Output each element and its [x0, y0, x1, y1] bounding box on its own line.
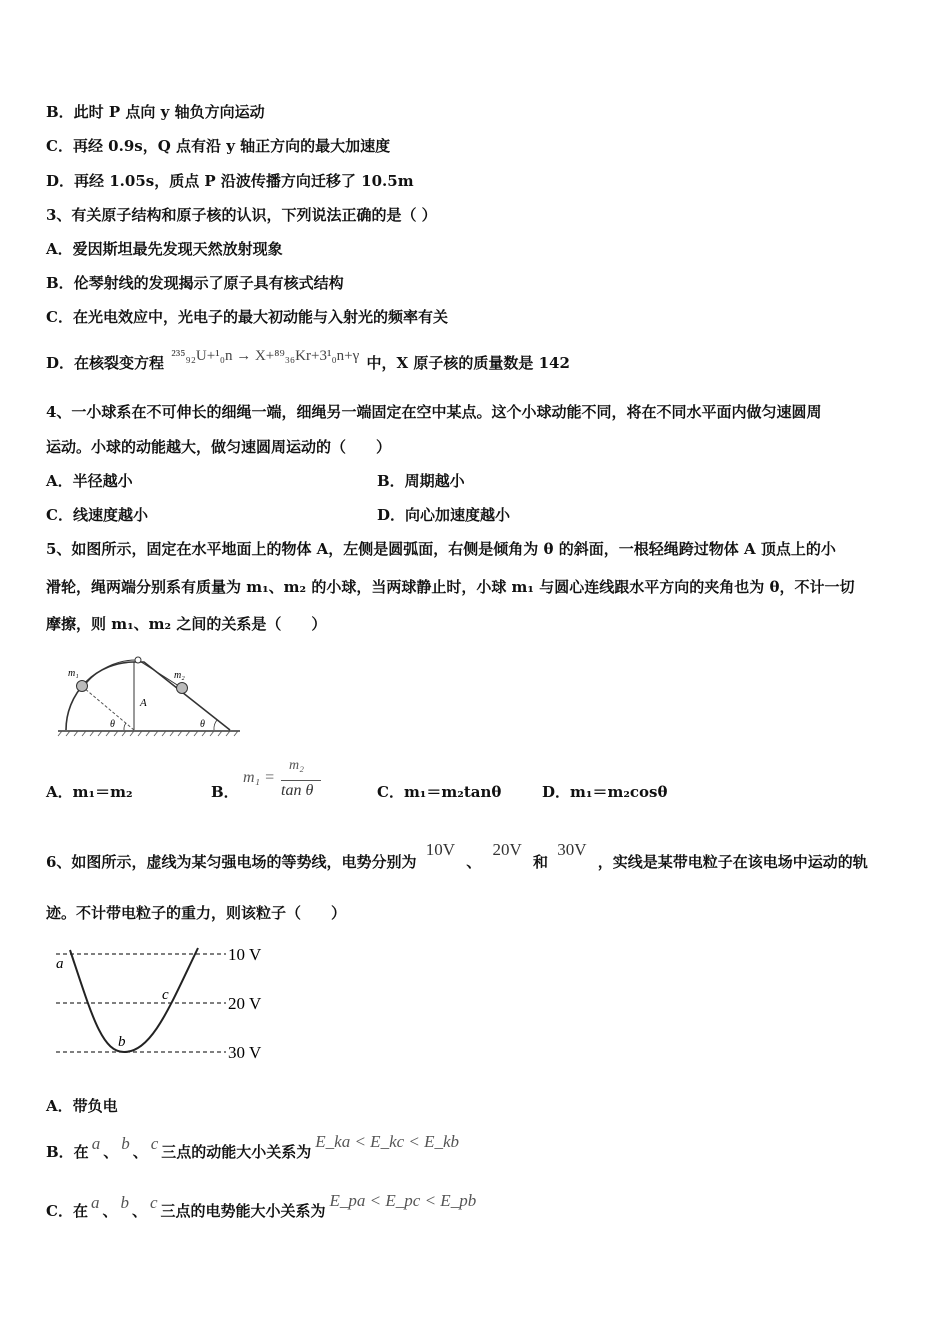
formula-denominator: tan θ [281, 782, 314, 799]
angle-arc-right [214, 720, 217, 730]
q6-option-a: A．带负电 [46, 1097, 118, 1115]
label-m2: m₂ [174, 670, 185, 681]
q4-stem-line1: 4、一小球系在不可伸长的细绳一端，细绳另一端固定在空中某点。这个小球动能不同，将在不同水平面内做匀速圆周 [46, 403, 822, 421]
potential-30v: 30V [557, 840, 587, 859]
radius-line [84, 688, 134, 730]
body-a-outline [66, 662, 230, 730]
q5-stem-line3: 摩擦，则 m₁、m₂ 之间的关系是（ ） [46, 615, 327, 633]
q4-option-a: A．半径越小 [46, 472, 133, 490]
q6-figure [52, 936, 282, 1068]
ball-m1 [77, 681, 88, 692]
q5-figure [54, 650, 244, 740]
ball-m2 [177, 683, 188, 694]
q2-option-c: C．再经 0.9s，Q 点有沿 y 轴正方向的最大加速度 [46, 137, 391, 155]
q4-option-d: D．向心加速度越小 [377, 506, 511, 524]
label-20v: 20 V [228, 994, 262, 1013]
angle-arc-left [124, 723, 126, 730]
q2-option-b: B．此时 P 点向 y 轴负方向运动 [46, 103, 265, 121]
formula-numerator: m₂ [289, 758, 304, 773]
q5-stem-line1: 5、如图所示，固定在水平地面上的物体 A，左侧是圆弧面，右侧是倾角为 θ 的斜面，一根轻绳跨过物体 A 顶点上的小 [46, 540, 836, 558]
q4-stem-line2: 运动。小球的动能越大，做匀速圆周运动的（ ） [46, 438, 392, 456]
q4-option-c: C．线速度越小 [46, 506, 148, 524]
q6-stem-line1: 6、如图所示，虚线为某匀强电场的等势线，电势分别为 10V 、 20V 和 30V ，实线是某带电粒子在该电场中运动的轨 [46, 840, 868, 871]
label-m1: m₁ [68, 668, 79, 679]
label-theta-right: θ [200, 719, 205, 730]
label-theta-left: θ [110, 719, 115, 730]
point-c-label: c [162, 987, 169, 1003]
q6-stem-line2: 迹。不计带电粒子的重力，则该粒子（ ） [46, 904, 347, 922]
pulley [135, 657, 141, 663]
label-30v: 30 V [228, 1043, 262, 1062]
rope [84, 660, 182, 688]
kinetic-energy-relation: E_ka < E_kc < E_kb [315, 1132, 460, 1151]
q3-option-a: A．爱因斯坦最先发现天然放射现象 [46, 240, 283, 258]
potential-energy-relation: E_pa < E_pc < E_pb [329, 1191, 477, 1210]
point-a-label: a [56, 956, 64, 972]
q3-option-d-prefix: D．在核裂变方程 [46, 354, 165, 372]
potential-10v: 10V [425, 840, 455, 859]
label-10v: 10 V [228, 945, 262, 964]
q4-option-b: B．周期越小 [377, 472, 465, 490]
q3-option-b: B．伦琴射线的发现揭示了原子具有核式结构 [46, 274, 344, 292]
trajectory [70, 948, 198, 1052]
equipotential-lines [56, 954, 226, 1052]
q6-option-b: B．在 a 、 b 、 c 三点的动能大小关系为E_ka < E_kc < E_kb [46, 1132, 460, 1161]
q5-stem-line2: 滑轮，绳两端分别系有质量为 m₁、m₂ 的小球，当两球静止时，小球 m₁ 与圆心连线跟水平方向的夹角也为 θ，不计一切 [46, 578, 855, 596]
q5-option-a: A．m₁＝m₂ [46, 783, 133, 801]
q3-option-c: C．在光电效应中，光电子的最大初动能与入射光的频率有关 [46, 308, 448, 326]
potential-20v: 20V [492, 840, 522, 859]
fission-equation: ²³⁵₉₂U+¹₀n → X+⁸⁹₃₆Kr+3¹₀n+γ [171, 348, 360, 364]
q5-option-b-prefix: B． [211, 783, 239, 801]
q2-option-d: D．再经 1.05s，质点 P 沿波传播方向迁移了 10.5m [46, 172, 414, 190]
q3-option-d [46, 348, 570, 374]
q5-option-b-formula [243, 758, 327, 806]
q3-stem: 3、有关原子结构和原子核的认识，下列说法正确的是（ ） [46, 206, 437, 224]
point-b-label: b [118, 1034, 126, 1050]
q6-option-c: C．在 a 、 b 、 c 三点的电势能大小关系为E_pa < E_pc < E_pb [46, 1191, 477, 1220]
formula-lhs: m₁ = [243, 769, 275, 786]
label-a: A [140, 697, 147, 709]
fraction-bar [281, 780, 321, 781]
q3-option-d-suffix: 中，X 原子核的质量数是 142 [366, 354, 570, 372]
